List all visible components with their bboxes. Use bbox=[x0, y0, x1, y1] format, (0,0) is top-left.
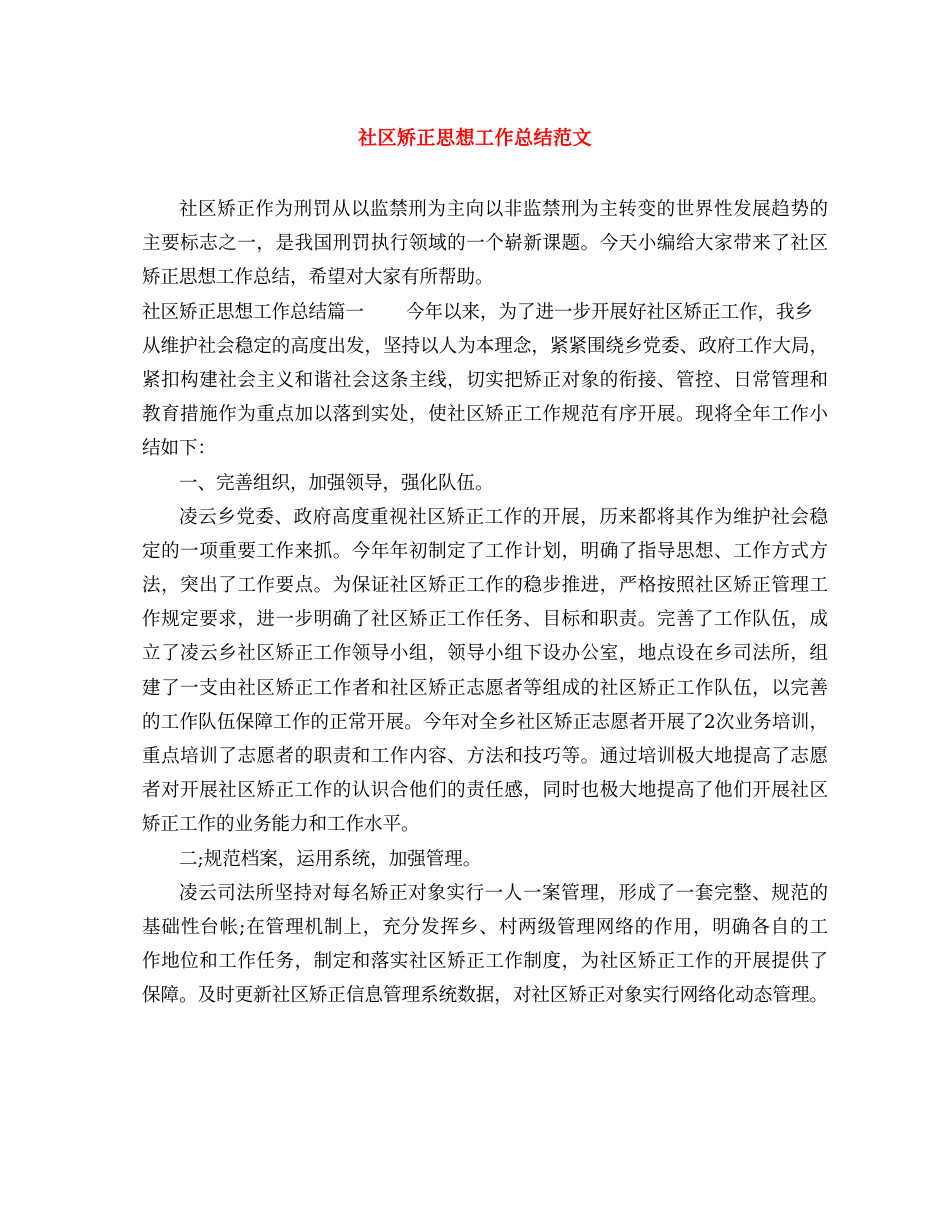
text-line: 矫正工作的业务能力和工作水平。 bbox=[142, 814, 420, 836]
section-heading: 一、完善组织，加强领导，强化队伍。 bbox=[179, 472, 494, 494]
text-line: 的工作队伍保障工作的正常开展。今年对全乡社区矫正志愿者开展了2次业务培训， bbox=[142, 711, 828, 733]
text-line: 定的一项重要工作来抓。今年年初制定了工作计划，明确了指导思想、工作方式方 bbox=[142, 540, 828, 562]
section-one bbox=[142, 467, 828, 843]
intro-paragraph bbox=[142, 193, 828, 296]
text-line: 教育措施作为重点加以落到实处，使社区矫正工作规范有序开展。现将全年工作小 bbox=[142, 404, 828, 426]
text-line: 者对开展社区矫正工作的认识合他们的责任感，同时也极大地提高了他们开展社区 bbox=[142, 780, 828, 802]
text-line: 作规定要求，进一步明确了社区矫正工作任务、目标和职责。完善了工作队伍，成 bbox=[142, 609, 828, 631]
text-line: 结如下： bbox=[142, 438, 217, 460]
document-body bbox=[142, 193, 828, 1014]
part-heading: 社区矫正思想工作总结篇一 bbox=[142, 301, 365, 323]
text-line: 建了一支由社区矫正工作者和社区矫正志愿者等组成的社区矫正工作队伍，以完善 bbox=[142, 677, 828, 699]
text-line: 凌云乡党委、政府高度重视社区矫正工作的开展，历来都将其作为维护社会稳 bbox=[179, 506, 828, 528]
section-heading: 二;规范档案，运用系统，加强管理。 bbox=[179, 848, 482, 870]
section-two bbox=[142, 843, 828, 1014]
text-line: 立了凌云乡社区矫正工作领导小组，领导小组下设办公室，地点设在乡司法所，组 bbox=[142, 643, 828, 665]
text-line: 紧扣构建社会主义和谐社会这条主线，切实把矫正对象的衔接、管控、日常管理和 bbox=[142, 369, 828, 391]
part-one-paragraph bbox=[142, 296, 828, 467]
text-line: 主要标志之一，是我国刑罚执行领域的一个崭新课题。今天小编给大家带来了社区 bbox=[142, 233, 828, 255]
text-line: 凌云司法所坚持对每名矫正对象实行一人一案管理，形成了一套完整、规范的 bbox=[179, 882, 828, 904]
text-line: 法，突出了工作要点。为保证社区矫正工作的稳步推进，严格按照社区矫正管理工 bbox=[142, 575, 828, 597]
text-line: 重点培训了志愿者的职责和工作内容、方法和技巧等。通过培训极大地提高了志愿 bbox=[142, 746, 828, 767]
text-line: 作地位和工作任务，制定和落实社区矫正工作制度，为社区矫正工作的开展提供了 bbox=[142, 951, 828, 973]
text-line: 保障。及时更新社区矫正信息管理系统数据，对社区矫正对象实行网络化动态管理。 bbox=[142, 985, 828, 1007]
text-line bbox=[142, 296, 828, 330]
text-line: 矫正思想工作总结，希望对大家有所帮助。 bbox=[142, 267, 494, 289]
document-title: 社区矫正思想工作总结范文 bbox=[357, 127, 592, 149]
text-line: 从维护社会稳定的高度出发，坚持以人为本理念，紧紧围绕乡党委、政府工作大局， bbox=[142, 335, 828, 357]
text-line: 基础性台帐;在管理机制上，充分发挥乡、村两级管理网络的作用，明确各自的工 bbox=[142, 916, 828, 938]
text-run: 今年以来，为了进一步开展好社区矫正工作，我乡 bbox=[406, 301, 814, 323]
text-line: 社区矫正作为刑罚从以监禁刑为主向以非监禁刑为主转变的世界性发展趋势的 bbox=[179, 199, 828, 220]
